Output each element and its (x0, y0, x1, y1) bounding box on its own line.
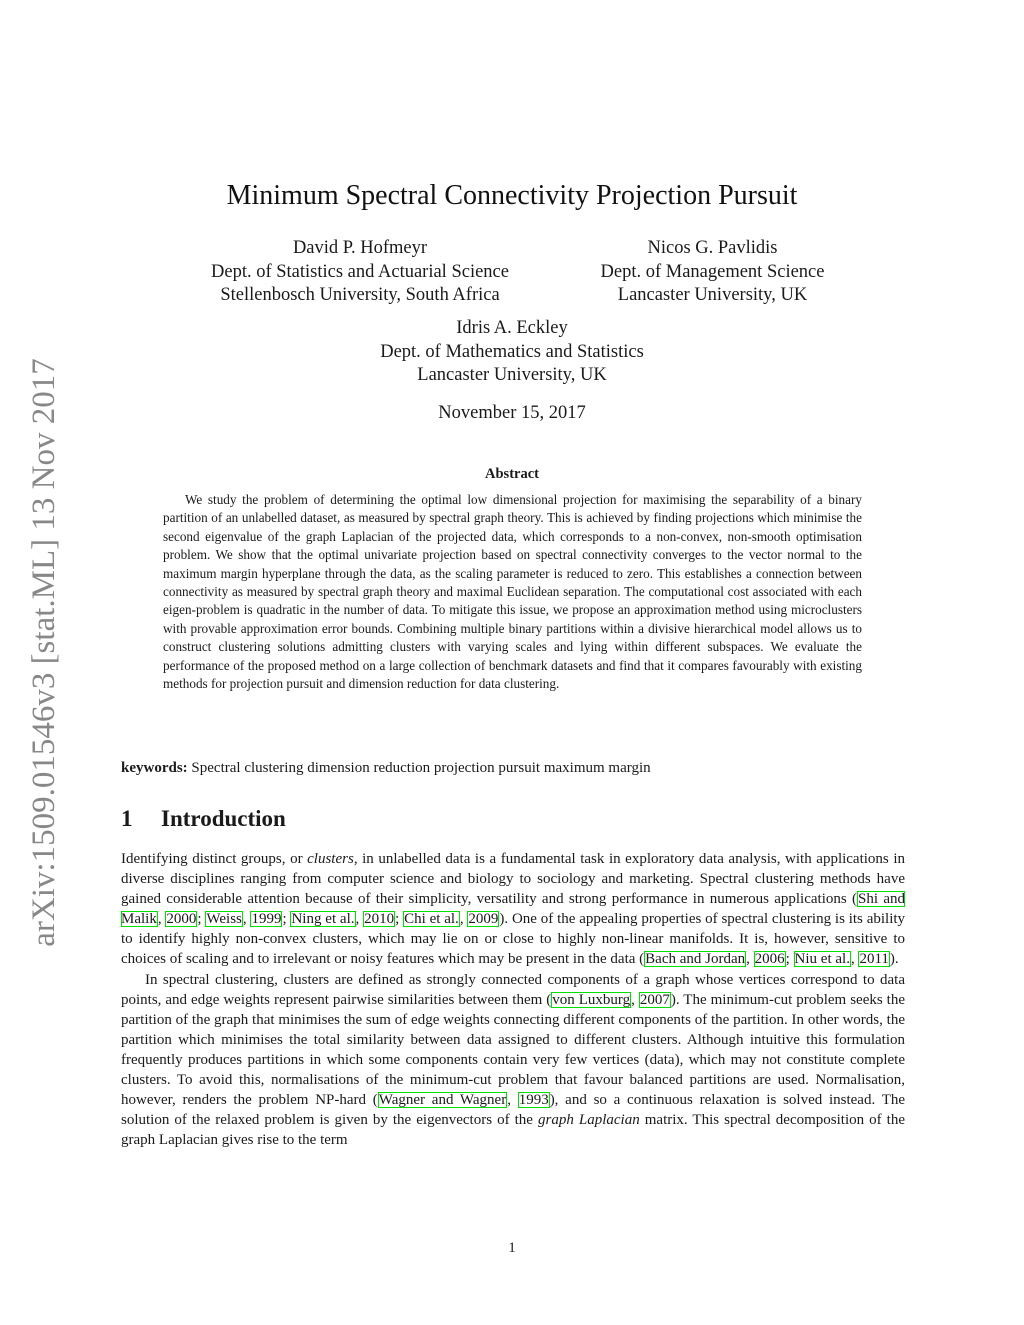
author-dept: Dept. of Management Science (600, 261, 825, 282)
author-institution: Lancaster University, UK (617, 285, 808, 305)
paragraph: Identifying distinct groups, or clusters, in unlabelled data is a fundamental task in exploratory data analysis, with applications in diverse disciplines ranging from computer science and biology to sociology and marketing. Spectral clustering methods have gained considerable attention because of their simplicity, versatility and strong performance in numerous applications (Shi and Malik, 2000; Weiss, 1999; Ning et al., 2010; Chi et al., 2009). One of the appealing properties of spectral clustering is its ability to identify highly non-convex clusters, which may lie on or close to highly non-linear manifolds. It is, however, sensitive to choices of scaling and to irrelevant or noisy features which may be present in the data (Bach and Jordan, 2006; Niu et al., 2011). (121, 851, 906, 968)
author-institution: Lancaster University, UK (417, 365, 607, 385)
paragraph: In spectral clustering, clusters are defined as strongly connected components of a graph whose vertices correspond to data points, and edge weights represent pairwise similarities between them (von Luxburg, 2007). The minimum-cut problem seeks the partition of the graph that minimises the sum of edge weights connecting different components of the partition. In other words, the partition which minimises the total similarity between data assigned to different clusters. Although intuitive this formulation frequently produces partitions in which some components contain very few vertices (data), which may not constitute complete clusters. To avoid this, normalisations of the minimum-cut problem that favour balanced partitions are used. Normalisation, however, renders the problem NP-hard (Wagner and Wagner, 1993), and so a continuous relaxation is solved instead. The solution of the relaxed problem is given by the eigenvectors of the graph Laplacian matrix. This spectral decomposition of the graph Laplacian gives rise to the term (121, 971, 906, 1149)
keywords-label: keywords: (121, 760, 188, 776)
keywords (121, 758, 911, 778)
author-name: Nicos G. Pavlidis (647, 238, 778, 258)
citation-link[interactable]: 2007 (639, 991, 670, 1008)
section-title: Introduction (161, 806, 286, 831)
citation-link[interactable]: 1999 (251, 911, 282, 928)
abstract-text: We study the problem of determining the optimal low dimensional projection for maximising the separability of a binary partition of an unlabelled dataset, as measured by spectral graph theory. This is achieved by finding projections which minimise the second eigenvalue of the graph Laplacian of the projected data, which corresponds to a non-convex, non-smooth optimisation problem. We show that the optimal univariate projection based on spectral connectivity converges to the vector normal to the maximum margin hyperplane through the data, as the scaling parameter is reduced to zero. This establishes a connection between connectivity as measured by spectral graph theory and maximal Euclidean separation. The computational cost associated with each eigen-problem is quadratic in the number of data. To mitigate this issue, we propose an approximation method using microclusters with provable approximation error bounds. Combining multiple binary partitions within a divisive hierarchical model allows us to construct clustering solutions admitting clusters with varying scales and lying within different subspaces. We evaluate the performance of the proposed method on a large collection of benchmark datasets and find that it compares favourably with existing methods for projection pursuit and dimension reduction for data clustering. (163, 492, 862, 692)
citation-link[interactable]: von Luxburg (552, 991, 631, 1008)
section-heading (121, 806, 286, 832)
emphasis: graph Laplacian (537, 1112, 640, 1129)
author-block-2 (575, 237, 850, 308)
citation-link[interactable]: 2006 (754, 951, 785, 968)
citation-link[interactable]: Niu et al. (794, 951, 850, 968)
citation-link[interactable]: Shi and Malik (121, 891, 905, 928)
author-name: David P. Hofmeyr (292, 238, 428, 258)
keywords-text: Spectral clustering dimension reduction projection pursuit maximum margin (187, 760, 651, 776)
emphasis: clusters (307, 851, 354, 867)
citation-link[interactable]: Wagner and Wagner (378, 1092, 507, 1109)
page-number: 1 (508, 1240, 516, 1256)
citation-link[interactable]: Bach and Jordan (645, 951, 746, 968)
citation-link[interactable]: Ning et al. (291, 911, 355, 928)
paper-date: November 15, 2017 (438, 403, 586, 423)
citation-link[interactable]: 1993 (518, 1092, 549, 1109)
citation-link[interactable]: Chi et al. (404, 911, 459, 928)
citation-link[interactable]: 2009 (468, 911, 499, 928)
body-text (121, 849, 905, 1150)
arxiv-identifier: arXiv:1509.01546v3 [stat.ML] 13 Nov 2017 (26, 358, 62, 947)
arxiv-sidebar (4, 335, 84, 970)
author-block-1 (160, 237, 560, 308)
author-name: Idris A. Eckley (456, 318, 568, 338)
citation-link[interactable]: Weiss (206, 911, 242, 928)
citation-link[interactable]: 2011 (859, 951, 889, 968)
section-number: 1 (121, 806, 133, 831)
author-block-3 (312, 317, 712, 388)
author-dept: Dept. of Mathematics and Statistics (380, 341, 644, 362)
citation-link[interactable]: 2010 (364, 911, 395, 928)
author-institution: Stellenbosch University, South Africa (220, 285, 500, 305)
author-dept: Dept. of Statistics and Actuarial Science (211, 261, 509, 282)
paper-title: Minimum Spectral Connectivity Projection Pursuit (226, 180, 798, 211)
citation-link[interactable]: 2000 (166, 911, 197, 928)
abstract-heading: Abstract (485, 466, 539, 482)
